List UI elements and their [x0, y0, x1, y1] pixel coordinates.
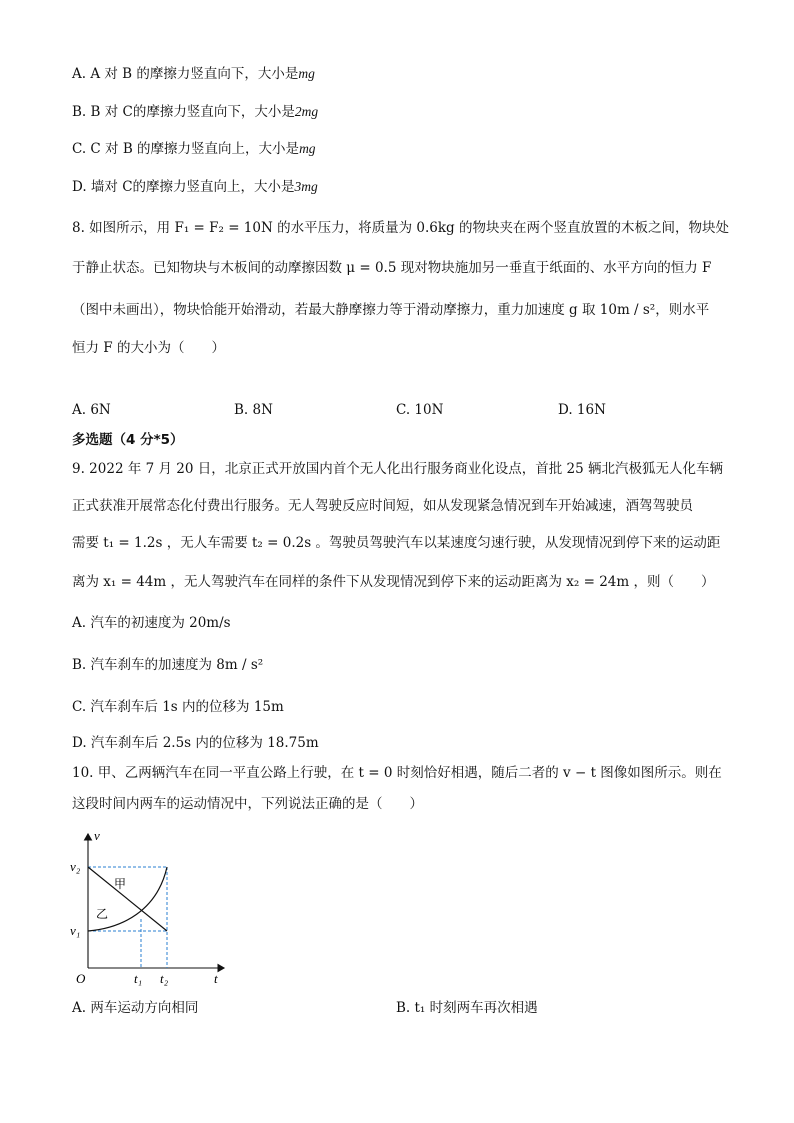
v-axis-label: v — [94, 828, 100, 843]
q7-option-d — [72, 177, 318, 197]
q8-option-d: D. 16N — [558, 402, 606, 418]
q7-option-d-math: 3mg — [294, 179, 318, 194]
vt-graph — [62, 826, 242, 986]
q7-option-a-text: A. A 对 B 的摩擦力竖直向下，大小是 — [72, 66, 299, 82]
yi-label: 乙 — [96, 907, 109, 921]
q10-option-a: A. 两车运动方向相同 — [72, 1000, 199, 1016]
t1-label: t₁ — [134, 971, 143, 986]
q8-option-b: B. 8N — [234, 402, 273, 418]
q9-option-a: A. 汽车的初速度为 20m/s — [72, 615, 231, 631]
q9-line-3: 需要 t₁ = 1.2s ，无人车需要 t₂ = 0.2s 。驾驶员驾驶汽车以某速度匀速行驶，从发现情况到停下来的运动距 — [72, 535, 721, 551]
q7-option-a-math: mg — [298, 66, 315, 81]
q9-line-4: 离为 x₁ = 44m ，无人驾驶汽车在同样的条件下从发现情况到停下来的运动距离为 x₂ = 24m ，则（ ） — [72, 574, 715, 590]
q9-line-2: 正式获准开展常态化付费出行服务。无人驾驶反应时间短，如从发现紧急情况到车开始减速，酒驾驾驶员 — [72, 498, 693, 514]
q9-option-b: B. 汽车刹车的加速度为 8m / s² — [72, 657, 264, 673]
origin-label: O — [76, 971, 86, 986]
q8-option-c: C. 10N — [396, 402, 444, 418]
q10-line-2: 这段时间内两车的运动情况中，下列说法正确的是（ ） — [72, 796, 423, 812]
q10-line-1: 10. 甲、乙两辆汽车在同一平直公路上行驶，在 t = 0 时刻恰好相遇，随后二者的 v − t 图像如图所示。则在 — [72, 765, 722, 781]
q9-line-1: 9. 2022 年 7 月 20 日，北京正式开放国内首个无人化出行服务商业化设点，首批 25 辆北汽极狐无人化车辆 — [72, 461, 724, 477]
q7-option-c-math: mg — [299, 141, 316, 156]
q7-option-d-text: D. 墙对 C的摩擦力竖直向上，大小是 — [72, 179, 295, 195]
q7-option-c — [72, 139, 316, 159]
q8-line-4: 恒力 F 的大小为（ ） — [72, 340, 225, 356]
jia-label: 甲 — [114, 877, 127, 891]
q8-line-3: （图中未画出），物块恰能开始滑动，若最大静摩擦力等于滑动摩擦力，重力加速度 g 取 10m / s²，则水平 — [72, 302, 710, 318]
q7-option-b — [72, 102, 318, 122]
q7-option-c-text: C. C 对 B 的摩擦力竖直向上，大小是 — [72, 141, 300, 157]
v1-label: v₁ — [70, 923, 81, 938]
q7-option-a — [72, 64, 315, 84]
q9-option-c: C. 汽车刹车后 1s 内的位移为 15m — [72, 699, 284, 715]
t-axis-label: t — [214, 971, 218, 986]
q7-option-b-text: B. B 对 C的摩擦力竖直向下，大小是 — [72, 104, 295, 120]
q9-option-d: D. 汽车刹车后 2.5s 内的位移为 18.75m — [72, 735, 319, 751]
q8-line-1: 8. 如图所示，用 F₁ = F₂ = 10N 的水平压力，将质量为 0.6kg 的物块夹在两个竖直放置的木板之间，物块处 — [72, 220, 729, 236]
q8-line-2: 于静止状态。已知物块与木板间的动摩擦因数 μ = 0.5 现对物块施加另一垂直于纸面的、水平方向的恒力 F — [72, 260, 712, 276]
section-header-multiple-choice: 多选题（4 分*5） — [72, 432, 184, 448]
v2-label: v₂ — [70, 859, 81, 874]
q7-option-b-math: 2mg — [294, 104, 319, 119]
t2-label: t₂ — [160, 971, 169, 986]
q8-option-a: A. 6N — [72, 402, 111, 418]
jia-line — [88, 867, 167, 931]
q10-option-b: B. t₁ 时刻两车再次相遇 — [396, 1000, 538, 1016]
